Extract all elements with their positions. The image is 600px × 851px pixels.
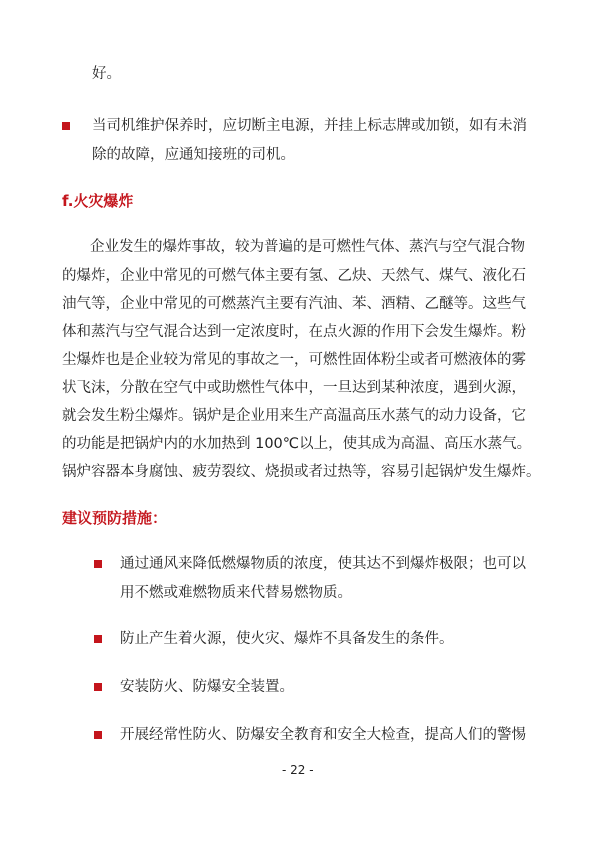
measure-line1: 开展经常性防火、防爆安全教育和安全大检查，提高人们的警惕 xyxy=(120,727,526,743)
section-title: f.火灾爆炸 xyxy=(62,192,134,210)
measure-line2: 用不燃或难燃物质来代替易燃物质。 xyxy=(120,585,352,601)
paragraph-line: 的功能是把锅炉内的水加热到 100℃以上，使其成为高温、高压水蒸气。 xyxy=(62,436,532,452)
bullet-square-icon xyxy=(94,683,102,691)
measure-line1: 防止产生着火源，使火灾、爆炸不具备发生的条件。 xyxy=(120,631,454,647)
bullet-square-icon xyxy=(94,731,102,739)
bullet-square-icon xyxy=(94,560,102,568)
paragraph-line: 状飞沫，分散在空气中或助燃性气体中，一旦达到某种浓度，遇到火源， xyxy=(62,380,526,396)
paragraph-line: 体和蒸汽与空气混合达到一定浓度时，在点火源的作用下会发生爆炸。粉 xyxy=(62,324,526,340)
paragraph-line: 就会发生粉尘爆炸。锅炉是企业用来生产高温高压水蒸气的动力设备，它 xyxy=(62,408,526,424)
bullet-text-line2: 除的故障，应通知接班的司机。 xyxy=(92,147,295,163)
measure-line1: 通过通风来降低燃爆物质的浓度，使其达不到爆炸极限；也可以 xyxy=(120,556,526,572)
bullet-square-icon xyxy=(62,122,70,130)
page-number: - 22 - xyxy=(282,763,314,777)
paragraph-line: 锅炉容器本身腐蚀、疲劳裂纹、烧损或者过热等，容易引起锅炉发生爆炸。 xyxy=(62,464,541,480)
bullet-text-line1: 当司机维护保养时，应切断主电源，并挂上标志牌或加锁，如有未消 xyxy=(92,118,527,134)
paragraph-line: 企业发生的爆炸事故，较为普遍的是可燃性气体、蒸汽与空气混合物 xyxy=(90,239,525,255)
measures-title: 建议预防措施： xyxy=(62,509,168,527)
paragraph-line: 尘爆炸也是企业较为常见的事故之一，可燃性固体粉尘或者可燃液体的雾 xyxy=(62,352,526,368)
paragraph-line: 油气等，企业中常见的可燃蒸汽主要有汽油、苯、酒精、乙醚等。这些气 xyxy=(62,296,526,312)
measure-line1: 安装防火、防爆安全装置。 xyxy=(120,679,294,695)
paragraph-line: 的爆炸，企业中常见的可燃气体主要有氢、乙炔、天然气、煤气、液化石 xyxy=(62,268,526,284)
bullet-square-icon xyxy=(94,635,102,643)
continuation-text: 好。 xyxy=(92,66,121,82)
